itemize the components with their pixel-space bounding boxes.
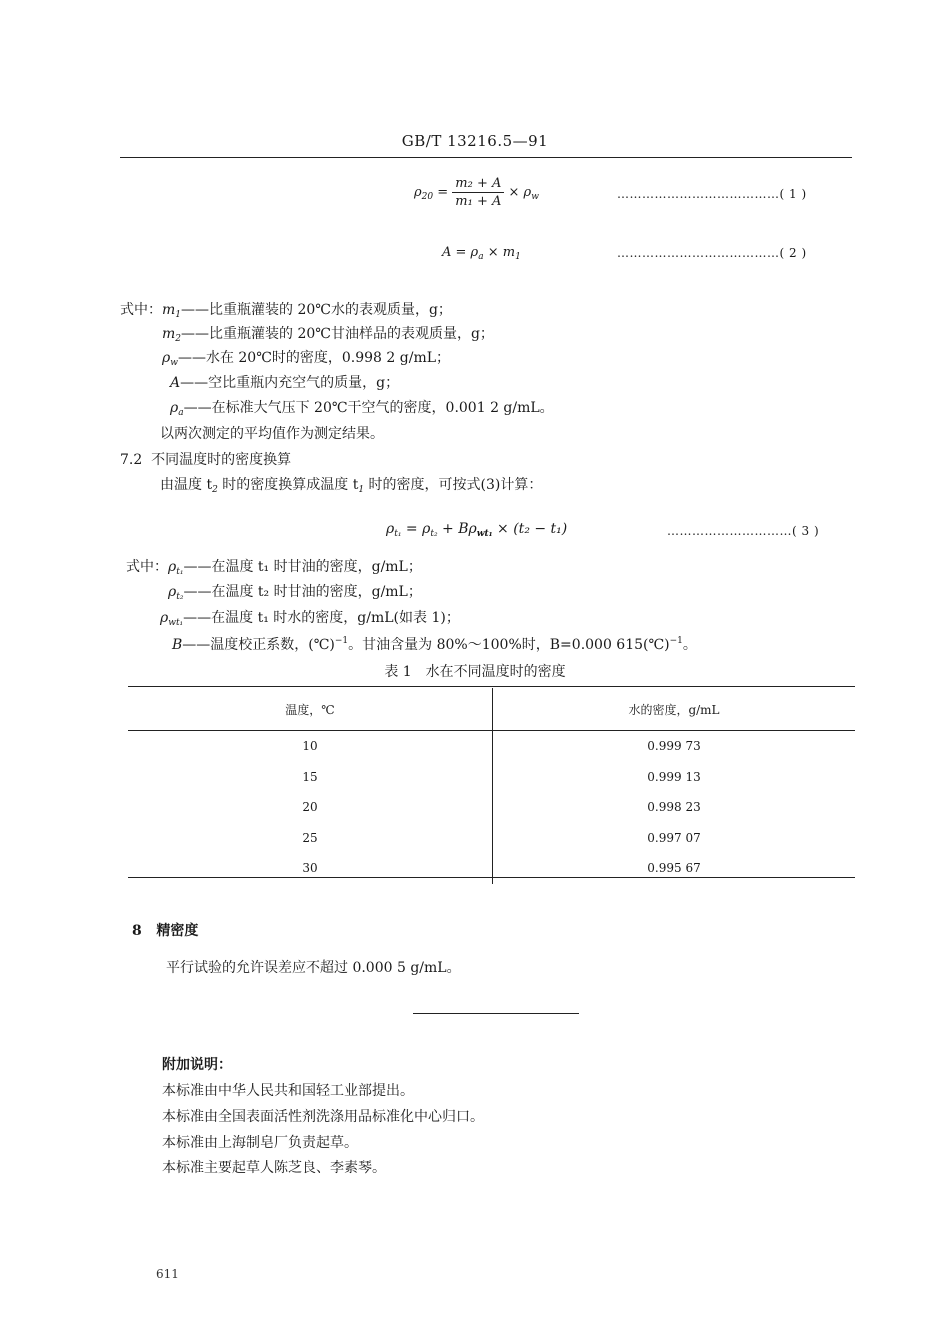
table-row [128,762,855,793]
intro-sub: 2 [212,485,218,495]
superscript: −1 [334,636,349,646]
where1-item-rho-a [170,397,554,418]
running-header: GB/T 13216.5—91 [401,132,549,150]
table-1 [128,688,855,884]
table-row [128,853,855,884]
eq2-text: A = ρ [442,245,479,260]
cell-density: 0.995 67 [647,861,701,876]
eq2-tail-sub: 1 [515,252,521,262]
eq1-number-value: 1 [789,187,798,201]
equation-3 [386,521,567,539]
additional-note-line: 本标准主要起草人陈芝良、李素琴。 [162,1160,386,1176]
symbol: B [172,637,183,653]
symbol: m [162,302,176,318]
eq1-rhs-sub: w [531,192,539,202]
equation-2 [442,245,521,262]
eq3-leader: …………………………( [667,524,798,538]
header-rule [120,157,852,158]
dash: —— [180,375,209,391]
where2-item-rho-wt1 [160,607,460,628]
intro-sub: 1 [358,485,365,495]
cell-temperature: 10 [128,731,493,762]
symbol-sub: t₂ [176,592,184,602]
eq1-numerator: m₂ + A [452,176,504,193]
eq2-number [617,246,807,260]
intro-part: 时的密度，可按式(3)计算： [364,477,543,493]
symbol: m [162,326,176,342]
superscript: −1 [669,636,683,646]
eq3-number-value: 3 [801,524,810,538]
eq1-number [617,187,807,201]
symbol-sub: t₁ [176,567,184,577]
symbol-sub: 2 [175,334,182,344]
eq1-leader: …………………………………( [617,187,785,201]
additional-notes-title: 附加说明： [162,1057,232,1073]
where1-lead: 式中： [120,302,162,318]
cell-density: 0.999 13 [647,769,701,784]
symbol: ρ [168,584,177,600]
intro-part: 时的密度换算成温度 t [217,477,359,493]
table-row [128,731,855,762]
table-top-rule [128,686,855,687]
dash: —— [177,350,206,366]
description: 在温度 t₁ 时甘油的密度，g/mL； [211,559,422,575]
eq3-part: × (t₂ − t₁) [492,521,568,537]
eq1-close: ) [801,187,807,201]
header-density: 水的密度，g/mL [493,688,856,731]
section-number: 7.2 [120,452,143,468]
table-bottom-rule [128,877,855,878]
header-temperature: 温度，℃ [128,688,493,731]
dash: —— [183,610,212,626]
table-1-caption: 表 1 水在不同温度时的密度 [384,664,566,680]
where1-item-rho-w [162,347,450,368]
description: 在温度 t₁ 时水的密度，g/mL(如表 1)； [211,610,460,626]
section-7-2-intro [160,474,542,495]
eq2-sub: a [478,252,484,262]
dash: —— [181,302,210,318]
where1-item-m1 [120,299,452,320]
eq2-close: ) [801,246,807,260]
eq3-part: + Bρ [437,521,477,537]
where1-item-m2 [162,323,494,344]
eq1-lhs-sub: 20 [421,192,434,202]
end-rule [413,1013,579,1014]
eq1-lhs: ρ [414,185,422,200]
description: 。甘油含量为 80%～100%时，B=0.000 615(℃) [348,637,670,653]
equation-1: $\rho_{20}$ = $\frac{\text{m₂ + A}}{\text{m₁ + A}}$ × $\rho_w$ [414,176,539,209]
dash: —— [182,637,211,653]
density-table [128,688,855,884]
table-header-row [128,688,855,731]
symbol: A [170,375,181,391]
symbol: ρ [162,350,171,366]
section-8-heading [132,920,198,940]
cell-temperature: 15 [128,762,493,793]
cell-density: 0.998 23 [647,800,701,815]
dash: —— [183,400,212,416]
eq2-tail: × m [483,245,516,260]
eq3-sub: wt₁ [476,529,493,539]
description: 在标准大气压下 20℃干空气的密度，0.001 2 g/mL。 [211,400,554,416]
symbol: ρ [168,559,177,575]
page-number: 611 [156,1267,179,1281]
cell-temperature: 30 [128,853,493,884]
additional-note-line: 本标准由全国表面活性剂洗涤用品标准化中心归口。 [162,1109,484,1125]
dash: —— [183,584,212,600]
symbol-sub: a [178,408,184,418]
eq3-close: ) [813,524,820,538]
section-7-2-heading [120,449,291,469]
description: 温度校正系数，(℃) [210,637,335,653]
intro-part: 由温度 t [160,477,213,493]
additional-note-line: 本标准由上海制皂厂负责起草。 [162,1135,358,1151]
description: 在温度 t₂ 时甘油的密度，g/mL； [211,584,422,600]
where2-lead: 式中： [126,559,168,575]
symbol: ρ [160,610,169,626]
symbol-sub: wt₁ [168,618,184,628]
eq1-rhs: × ρ [508,185,532,200]
section-8-body: 平行试验的允许误差应不超过 0.000 5 g/mL。 [166,960,461,976]
eq2-number-value: 2 [789,246,798,260]
cell-density: 0.999 73 [647,739,701,754]
table-row [128,792,855,823]
cell-temperature: 25 [128,823,493,854]
cell-temperature: 20 [128,792,493,823]
additional-note-line: 本标准由中华人民共和国轻工业部提出。 [162,1083,414,1099]
description: 。 [682,637,697,653]
eq3-sub: t₂ [430,529,438,539]
description: 比重瓶灌装的 20℃甘油样品的表观质量，g； [209,326,494,342]
where2-item-rho-t2 [168,581,422,602]
where2-item-rho-t1 [126,556,422,577]
eq3-part: = ρ [401,521,431,537]
description: 空比重瓶内充空气的质量，g； [208,375,400,391]
section-title: 精密度 [156,923,199,939]
section-number: 8 [132,923,142,939]
table-row [128,823,855,854]
cell-density: 0.997 07 [647,830,701,845]
description: 比重瓶灌装的 20℃水的表观质量，g； [209,302,452,318]
symbol: ρ [170,400,179,416]
dash: —— [181,326,210,342]
eq2-leader: …………………………………( [617,246,785,260]
where2-item-b [172,634,697,654]
dash: —— [183,559,212,575]
eq1-denominator: m₁ + A [455,194,502,209]
symbol-sub: 1 [175,310,182,320]
symbol-sub: w [170,358,178,368]
where1-item-a [170,372,399,393]
eq1-fraction [452,176,504,209]
description: 水在 20℃时的密度，0.998 2 g/mL； [205,350,451,366]
eq3-number [667,524,819,538]
eq3-sub: t₁ [394,529,402,539]
section-title: 不同温度时的密度换算 [151,452,292,468]
eq3-part: ρ [386,521,395,537]
result-note: 以两次测定的平均值作为测定结果。 [160,426,384,442]
